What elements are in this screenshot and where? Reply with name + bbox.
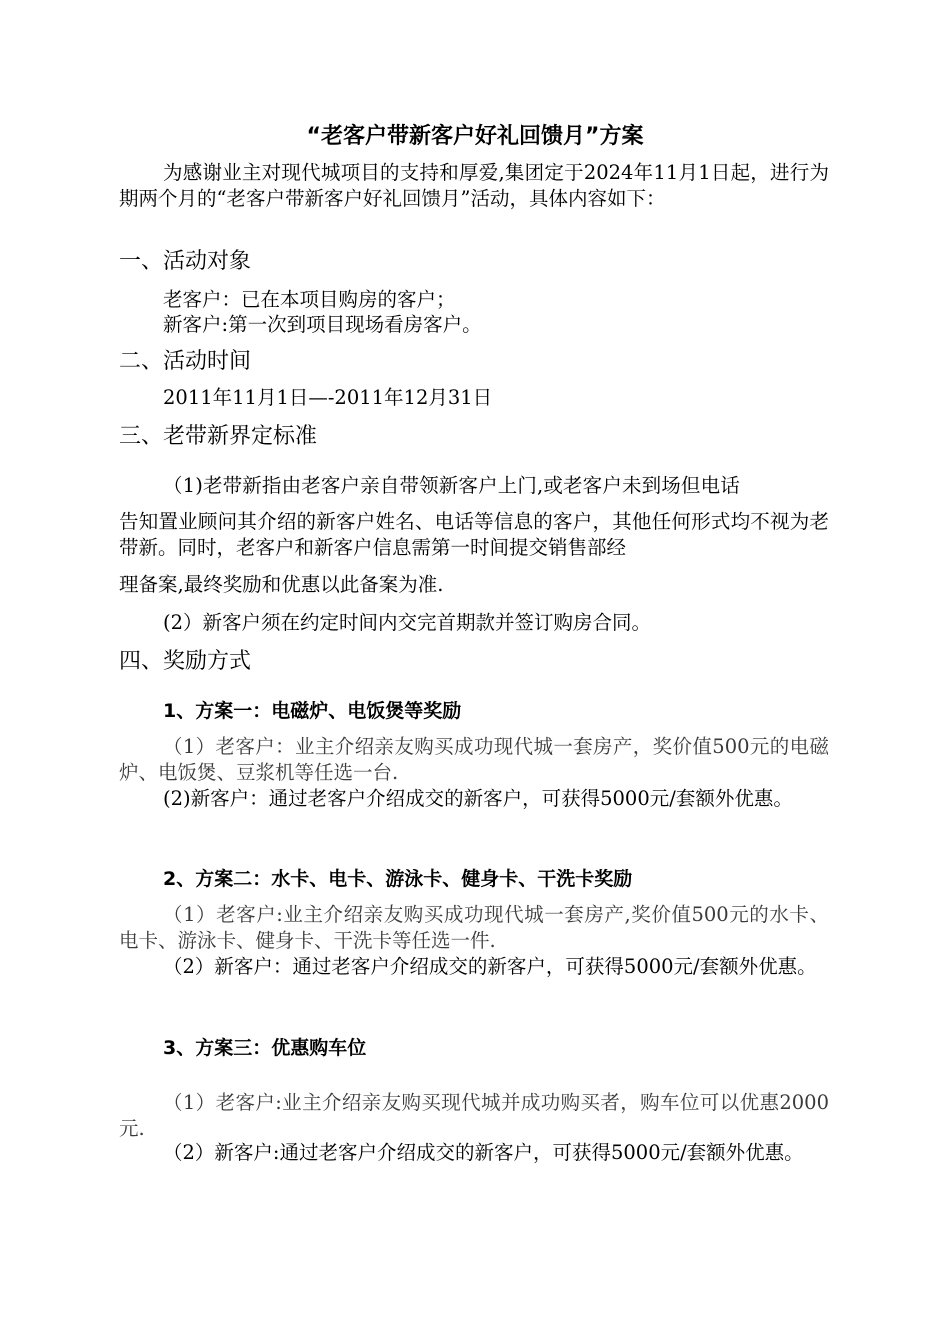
criteria-paragraph-1-body: 告知置业顾问其介绍的新客户姓名、电话等信息的客户，其他任何形式均不视为老带新。同时，老客户和新客户信息需第一时间提交销售部经 — [119, 510, 829, 559]
intro-paragraph: 为感谢业主对现代城项目的支持和厚爱,集团定于2024年11月1日起，进行为期两个月的“老客户带新客户好礼回馈月”活动，具体内容如下： — [119, 161, 829, 210]
plan-3-new-customer: （2）新客户:通过老客户介绍成交的新客户，可获得5000元/套额外优惠。 — [163, 1141, 804, 1164]
criteria-paragraph-2: (2）新客户须在约定时间内交完首期款并签订购房合同。 — [163, 611, 652, 634]
section-heading-targets: 一、活动对象 — [119, 249, 252, 274]
old-customer-definition: 老客户：已在本项目购房的客户； — [163, 288, 456, 311]
new-customer-definition: 新客户:第一次到项目现场看房客户。 — [163, 313, 482, 336]
plan-1-old-customer: （1）老客户：业主介绍亲友购买成功现代城一套房产，奖价值500元的电磁炉、电饭煲、豆浆机等任选一台. — [119, 735, 829, 784]
section-heading-rewards: 四、奖励方式 — [119, 649, 252, 674]
plan-2-heading: 2、方案二：水卡、电卡、游泳卡、健身卡、干洗卡奖励 — [163, 868, 633, 890]
plan-1-heading: 1、方案一：电磁炉、电饭煲等奖励 — [163, 700, 462, 722]
criteria-paragraph-1-last-line: 理备案,最终奖励和优惠以此备案为准. — [119, 573, 444, 596]
plan-2-old-customer: （1）老客户:业主介绍亲友购买成功现代城一套房产,奖价值500元的水卡、电卡、游泳卡、健身卡、干洗卡等任选一件. — [119, 903, 829, 952]
plan-2-new-customer: （2）新客户：通过老客户介绍成交的新客户，可获得5000元/套额外优惠。 — [163, 955, 817, 978]
plan-1-new-customer: (2)新客户：通过老客户介绍成交的新客户，可获得5000元/套额外优惠。 — [163, 787, 793, 810]
section-heading-time: 二、活动时间 — [119, 349, 252, 374]
criteria-paragraph-1-first-line: （1)老带新指由老客户亲自带领新客户上门,或老客户未到场但电话 — [163, 474, 740, 497]
plan-3-old-customer: （1）老客户:业主介绍亲友购买现代城并成功购买者，购车位可以优惠2000元. — [119, 1091, 829, 1140]
activity-period: 2011年11月1日—-2011年12月31日 — [163, 386, 493, 409]
document-title: “老客户带新客户好礼回馈月”方案 — [306, 124, 644, 149]
section-heading-criteria: 三、老带新界定标准 — [119, 424, 318, 449]
plan-3-heading: 3、方案三：优惠购车位 — [163, 1037, 367, 1059]
